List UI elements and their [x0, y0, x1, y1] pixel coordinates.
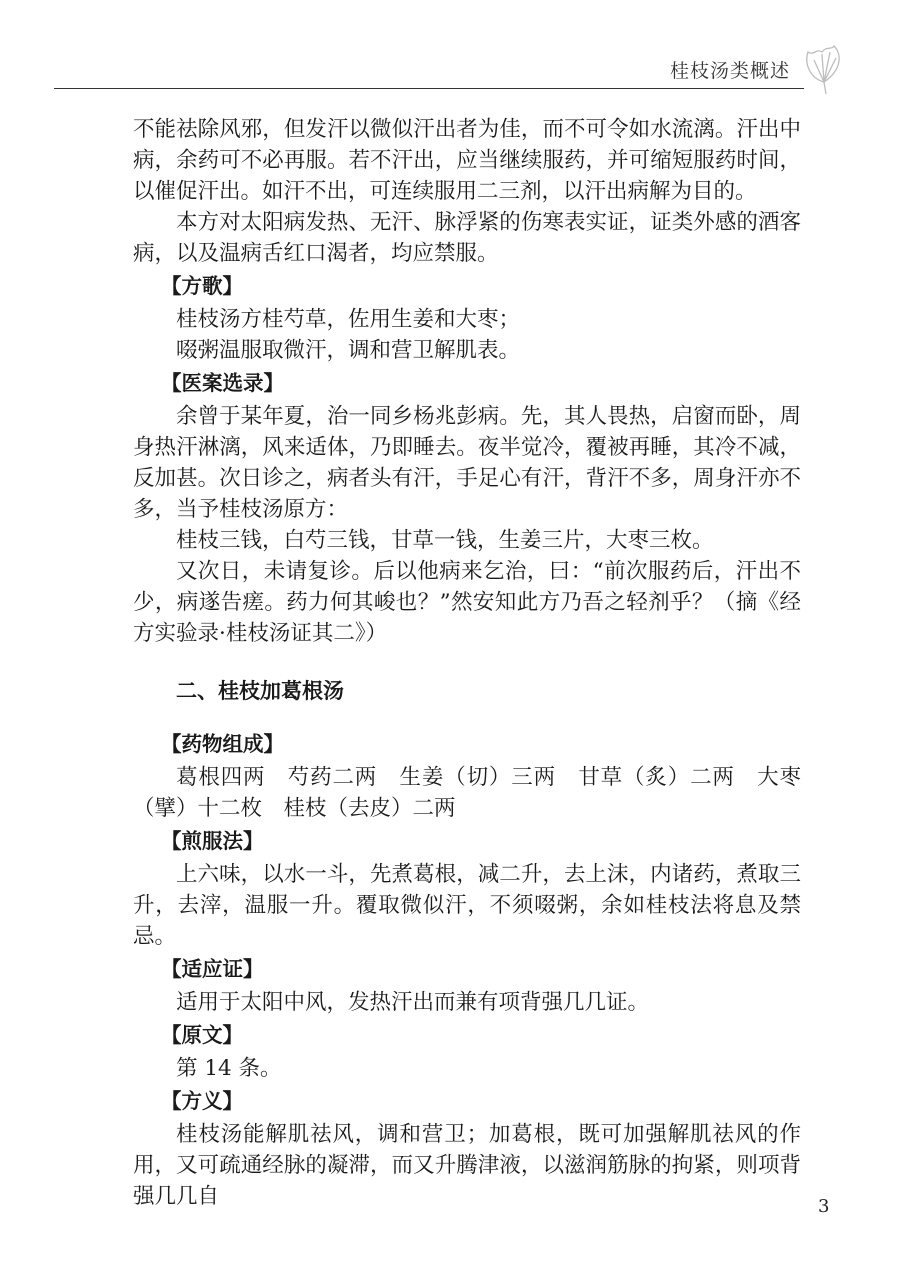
- subsection-heading: 【方歌】: [161, 274, 243, 298]
- page-body: [133, 114, 801, 1212]
- subsection-heading: 【医案选录】: [161, 371, 284, 395]
- subsection-heading: 【药物组成】: [161, 732, 284, 756]
- body-paragraph: 不能祛除风邪，但发汗以微似汗出者为佳，而不可令如水流漓。汗出中病，余药可不必再服。若不汗出，应当继续服药，并可缩短服药时间，以催促汗出。如汗不出，可连续服用二三剂，以汗出病解为目的。: [133, 117, 801, 204]
- subsection-heading: 【原文】: [161, 1023, 243, 1047]
- body-paragraph: 啜粥温服取微汗，调和营卫解肌表。: [176, 338, 521, 363]
- body-paragraph: 上六味，以水一斗，先煮葛根，减二升，去上沫，内诸药，煮取三升，去滓，温服一升。覆取微似汗，不须啜粥，余如桂枝法将息及禁忌。: [133, 862, 801, 949]
- body-paragraph: 桂枝汤方桂芍草，佐用生姜和大枣；: [176, 307, 521, 332]
- body-paragraph: 葛根四两 芍药二两 生姜（切）三两 甘草（炙）二两 大枣（擘）十二枚 桂枝（去皮）二两: [133, 765, 801, 821]
- body-paragraph: 本方对太阳病发热、无汗、脉浮紧的伤寒表实证，证类外感的酒客病，以及温病舌红口渴者，均应禁服。: [133, 210, 801, 266]
- body-paragraph: 桂枝汤能解肌祛风，调和营卫；加葛根，既可加强解肌祛风的作用，又可疏通经脉的凝滞，而又升腾津液，以滋润筋脉的拘紧，则项背强几几自: [133, 1122, 801, 1209]
- page-header: [0, 0, 900, 110]
- page-number: 3: [818, 1196, 830, 1217]
- body-paragraph: 桂枝三钱，白芍三钱，甘草一钱，生姜三片，大枣三枚。: [176, 528, 714, 553]
- body-paragraph: 适用于太阳中风，发热汗出而兼有项背强几几证。: [176, 990, 650, 1015]
- body-paragraph: 又次日，未请复诊。后以他病来乞治，曰：“前次服药后，汗出不少，病遂告瘥。药力何其峻也？”然安知此方乃吾之轻剂乎？（摘《经方实验录·桂枝汤证其二》）: [133, 559, 801, 646]
- subsection-heading: 【煎服法】: [161, 829, 264, 853]
- body-paragraph: 第 14 条。: [176, 1056, 282, 1081]
- section-heading: 二、桂枝加葛根汤: [176, 679, 344, 703]
- subsection-heading: 【方义】: [161, 1089, 243, 1113]
- ginkgo-leaf-icon: [802, 38, 846, 96]
- header-rule: [54, 88, 804, 89]
- subsection-heading: 【适应证】: [161, 957, 264, 981]
- running-header-title: 桂枝汤类概述: [669, 60, 790, 82]
- body-paragraph: 余曾于某年夏，治一同乡杨兆彭病。先，其人畏热，启窗而卧，周身热汗淋漓，风来适体，乃即睡去。夜半觉冷，覆被再睡，其冷不减，反加甚。次日诊之，病者头有汗，手足心有汗，背汗不多，周身汗亦不多，当予桂枝汤原方：: [133, 404, 801, 522]
